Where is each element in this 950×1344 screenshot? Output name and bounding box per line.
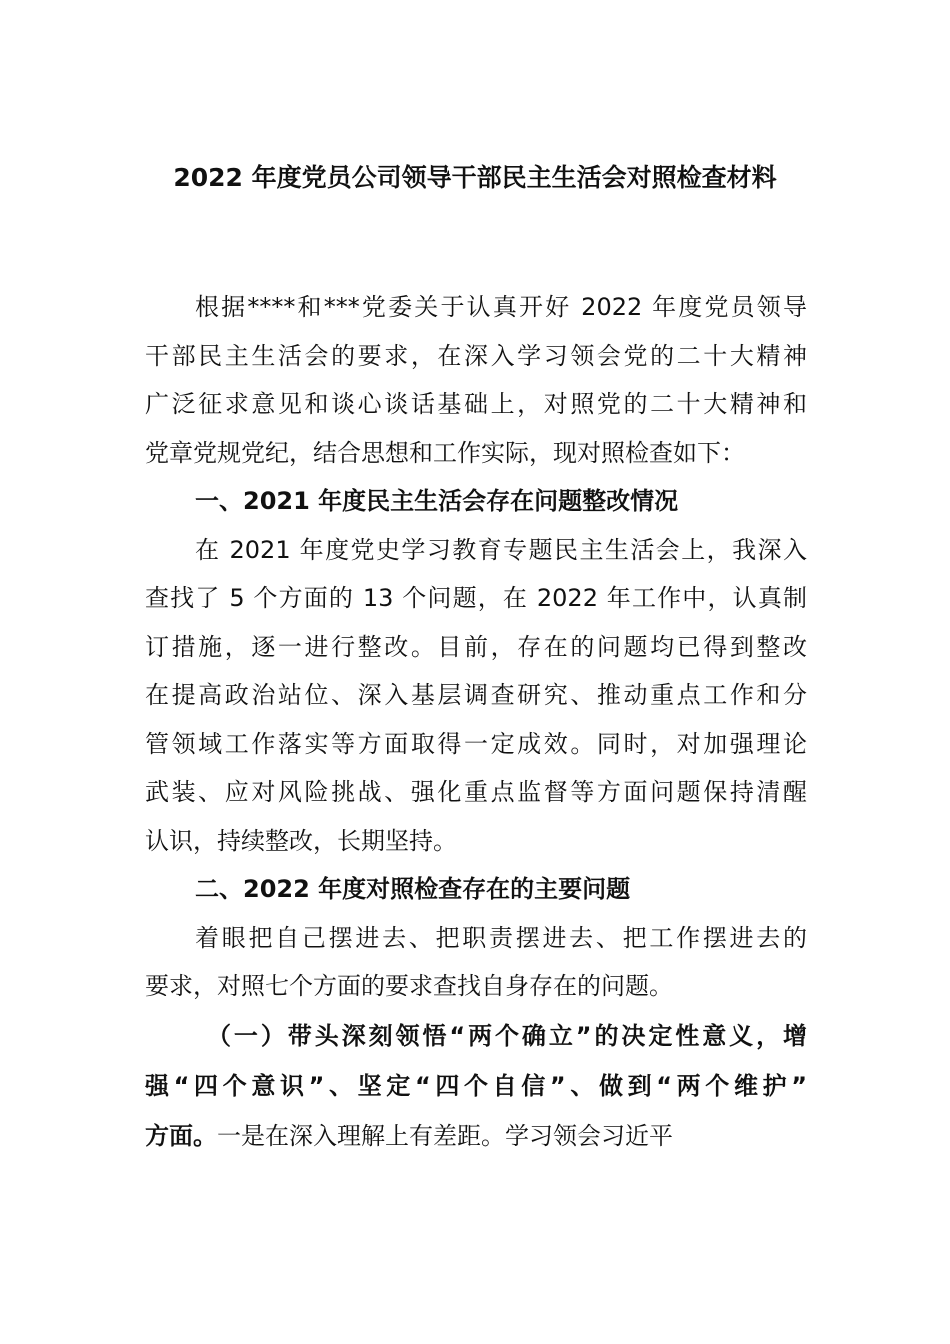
intro-paragraph — [145, 283, 807, 477]
paragraph-line: 要求，对照七个方面的要求查找自身存在的问题。 — [145, 972, 673, 1000]
document-title: 2022 年度党员公司领导干部民主生活会对照检查材料 — [173, 163, 777, 192]
section-heading-2: 二、2022 年度对照检查存在的主要问题 — [195, 875, 631, 903]
subsection-heading-line: 强“四个意识”、坚定“四个自信”、做到“两个维护” — [145, 1071, 807, 1100]
section1-paragraph — [145, 526, 807, 866]
document-body — [145, 283, 807, 1161]
subsection-text: 一是在深入理解上有差距。学习领会习近平 — [217, 1121, 673, 1150]
section-heading-1: 一、2021 年度民主生活会存在问题整改情况 — [195, 487, 679, 515]
paragraph-line: 武装、应对风险挑战、强化重点监督等方面问题保持清醒 — [145, 778, 807, 806]
paragraph-line: 管领域工作落实等方面取得一定成效。同时，对加强理论 — [145, 729, 807, 758]
paragraph-line: 订措施，逐一进行整改。目前，存在的问题均已得到整改 — [145, 632, 807, 661]
paragraph-line: 着眼把自己摆进去、把职责摆进去、把工作摆进去的 — [195, 923, 807, 952]
section2-paragraph — [145, 914, 807, 1011]
paragraph-line: 查找了 5 个方面的 13 个问题，在 2022 年工作中，认真制 — [145, 584, 807, 612]
intro-line: 干部民主生活会的要求，在深入学习领会党的二十大精神 — [145, 341, 807, 370]
intro-line: 根据****和***党委关于认真开好 2022 年度党员领导 — [195, 293, 807, 321]
paragraph-line: 在提高政治站位、深入基层调查研究、推动重点工作和分 — [145, 681, 807, 709]
subsection-heading-line: （一）带头深刻领悟“两个确立”的决定性意义，增 — [207, 1021, 807, 1050]
subsection-mixed-line — [145, 1111, 807, 1161]
paragraph-line: 在 2021 年度党史学习教育专题民主生活会上，我深入 — [195, 535, 807, 564]
subsection-heading-tail: 方面。 — [145, 1121, 217, 1150]
intro-line: 党章党规党纪，结合思想和工作实际，现对照检查如下： — [145, 438, 745, 467]
intro-line: 广泛征求意见和谈心谈话基础上，对照党的二十大精神和 — [145, 390, 807, 418]
paragraph-line: 认识，持续整改，长期坚持。 — [145, 826, 457, 855]
subsection1-paragraph — [145, 1011, 807, 1161]
